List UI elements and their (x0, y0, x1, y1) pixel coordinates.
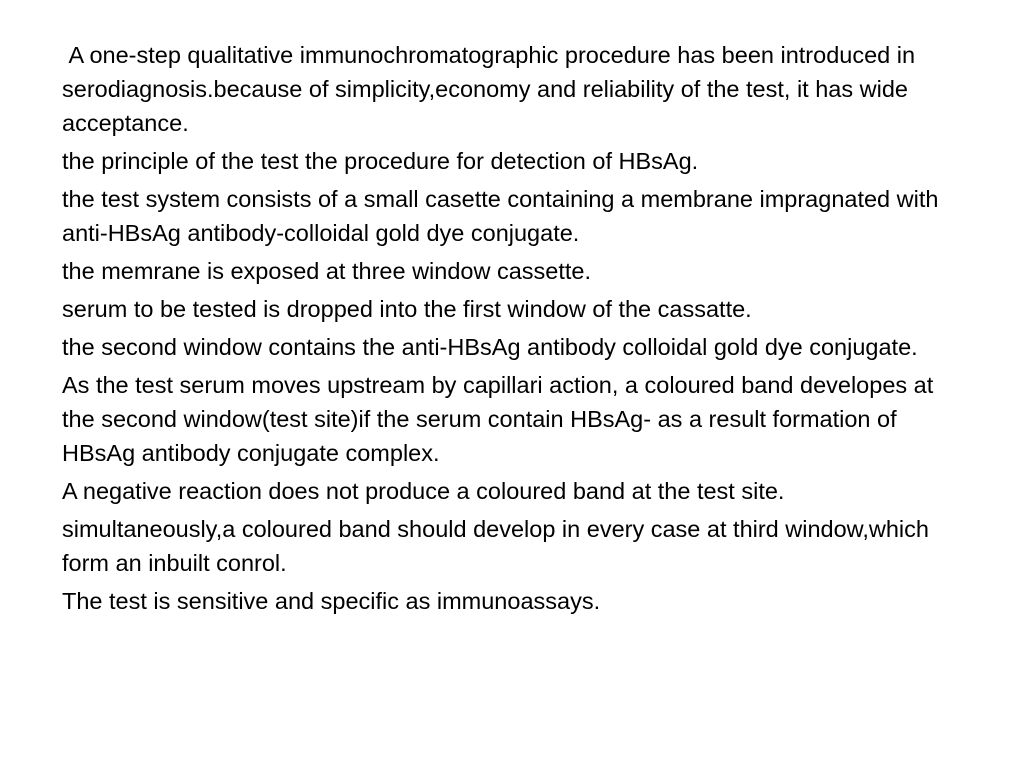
paragraph-test-system: the test system consists of a small casette containing a membrane impragnated with anti-HBsAg antibody-colloidal gold dye conjugate. (62, 186, 945, 246)
paragraph-control: simultaneously,a coloured band should develop in every case at third window,which form an inbuilt conrol. (62, 516, 936, 576)
paragraph-principle: the principle of the test the procedure for detection of HBsAg. (62, 148, 699, 174)
paragraph-membrane: the memrane is exposed at three window cassette. (62, 258, 592, 284)
paragraph-capillary-action: As the test serum moves upstream by capillari action, a coloured band developes at the second window(test site)if the serum contain HBsAg- as a result formation of HBsAg antibody conjugate complex. (62, 372, 940, 466)
paragraph-intro: A one-step qualitative immunochromatographic procedure has been introduced in serodiagnosis.because of simplicity,economy and reliability of the test, it has wide acceptance. (62, 42, 922, 136)
paragraph-conclusion: The test is sensitive and specific as immunoassays. (62, 588, 601, 614)
paragraph-serum: serum to be tested is dropped into the first window of the cassatte. (62, 296, 752, 322)
paragraph-negative-reaction: A negative reaction does not produce a coloured band at the test site. (62, 478, 785, 504)
paragraph-second-window: the second window contains the anti-HBsAg antibody colloidal gold dye conjugate. (62, 334, 918, 360)
slide-body-text (62, 38, 972, 622)
